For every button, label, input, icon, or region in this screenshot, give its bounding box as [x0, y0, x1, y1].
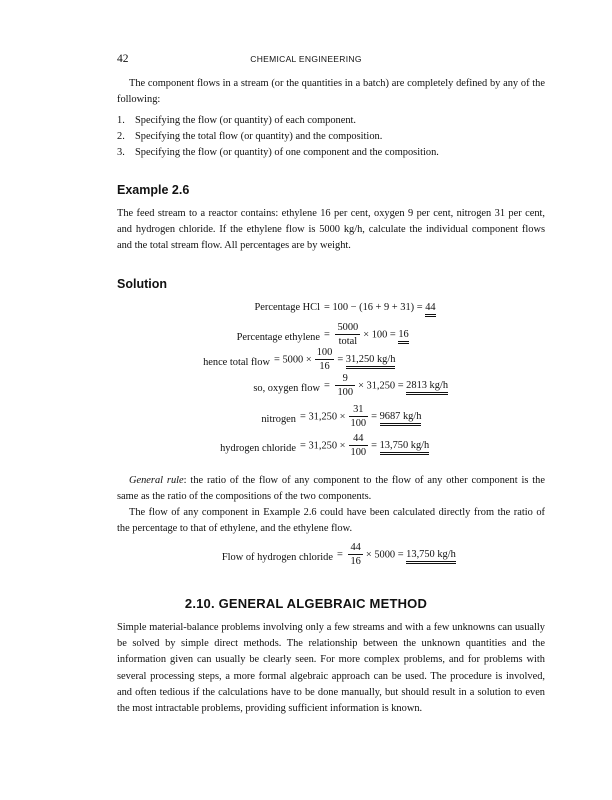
numerator: 44 [349, 433, 369, 446]
fraction [335, 322, 360, 348]
eq-rhs: = $\frac{44}{16}$ × 5000 = 13,750 kg/h [337, 542, 456, 567]
eq-result: 16 [398, 329, 408, 344]
list-number: 1. [117, 115, 125, 126]
eq-lhs: hence total flow [203, 357, 270, 368]
example-heading: Example 2.6 [117, 183, 190, 197]
numerator: 44 [350, 542, 361, 553]
solution-heading: Solution [117, 277, 167, 291]
fraction [348, 542, 362, 568]
list-text: Specifying the flow (or quantity) of each component. [135, 115, 357, 126]
eq-lhs: so, oxygen flow [253, 383, 320, 394]
list-number: 2. [117, 131, 125, 143]
denominator: 100 [337, 387, 354, 398]
list-number: 3. [117, 147, 125, 159]
list-text: Specifying the flow (or quantity) of one component and the composition. [135, 147, 439, 159]
list-item [117, 113, 545, 129]
fraction [349, 433, 369, 459]
intro-paragraph [117, 76, 545, 108]
denominator: 100 [350, 447, 367, 458]
eq-tail: × 5000 [365, 549, 396, 561]
eq-lhs: Percentage ethylene [236, 332, 320, 343]
eq-rhs: = $\frac{5000}{\text{total}}$ × 100 = 16 [324, 322, 409, 347]
eq-tail: × 100 [363, 329, 388, 341]
eq-pre: 5000 × [282, 354, 312, 366]
eq-pre: 31,250 × [308, 411, 346, 423]
denominator: 16 [319, 361, 330, 372]
eq-expr: 100 − (16 + 9 + 31) [332, 302, 415, 313]
eq-result: 31,250 kg/h [346, 354, 396, 369]
eq-result: 13,750 kg/h [380, 440, 430, 455]
fraction [335, 373, 355, 399]
section-text: Simple material-balance problems involving only a few streams and with a few unknowns can usually be solved by simple direct methods. The relationship between the unknown quantities and the information given can usually be clearly seen. For more complex problems, and for problems with several processing steps, a more formal algebraic approach can be used. The procedure is involved, and often tedious if the calculations have to be done manually, but should result in a solution to even the most intractable problems, providing sufficient information is known. [117, 622, 545, 715]
list-item [117, 145, 545, 161]
eq-rhs: = $\frac{9}{100}$ × 31,250 = 2813 kg/h [324, 373, 449, 398]
general-rule-text: : the ratio of the flow of any component to the flow of any other component is the same as the ratio of the compositions of the two components. [117, 475, 545, 503]
section-heading: 2.10. GENERAL ALGEBRAIC METHOD [184, 596, 428, 611]
fraction [349, 404, 369, 430]
denominator: 16 [350, 556, 361, 567]
eq-tail: × 31,250 [358, 380, 396, 392]
eq-lhs: Flow of hydrogen chloride [221, 552, 333, 563]
eq-rhs: = 5000 × $\frac{100}{16}$ = 31,250 kg/h [274, 347, 396, 372]
denominator: total [338, 336, 358, 347]
eq-pre: 31,250 × [308, 440, 346, 452]
eq-lhs: Percentage HCl [254, 302, 320, 313]
list-item [117, 129, 545, 145]
general-rule-label: General rule [129, 475, 184, 486]
numerator: 100 [316, 347, 333, 358]
eq-result: 13,750 kg/h [406, 549, 456, 564]
running-title: CHEMICAL ENGINEERING [250, 54, 362, 64]
eq-result: 9687 kg/h [380, 411, 422, 426]
numerator: 31 [349, 404, 369, 417]
general-rule-paragraph [117, 473, 545, 505]
eq-lhs: hydrogen chloride [220, 443, 296, 454]
eq-lhs: nitrogen [261, 414, 296, 425]
criteria-list [117, 113, 545, 162]
direct-calculation-paragraph: The flow of any component in Example 2.6 could have been calculated directly from the ratio of the percentage to that of ethylene, and the ethylene flow. [117, 507, 545, 535]
eq-rhs: = 31,250 × $\frac{31}{100}$ = 9687 kg/h [300, 404, 422, 429]
example-text: The feed stream to a reactor contains: ethylene 16 per cent, oxygen 9 per cent, nitrogen 31 per cent, and hydrogen chloride. If the ethylene flow is 5000 kg/h, calculate the individual component flows and the total stream flow. All percentages are by weight. [117, 208, 545, 252]
eq-result: 2813 kg/h [406, 380, 448, 395]
fraction [315, 347, 335, 373]
eq-rhs: = 31,250 × $\frac{44}{100}$ = 13,750 kg/h [300, 433, 430, 458]
list-text: Specifying the total flow (or quantity) and the composition. [135, 131, 383, 143]
numerator: 9 [335, 373, 355, 386]
denominator: 100 [350, 418, 367, 429]
page-number: 42 [117, 53, 129, 65]
eq-rhs: = 100 − (16 + 9 + 31) = 44 [324, 302, 436, 313]
numerator: 5000 [337, 322, 359, 333]
intro-text: The component flows in a stream (or the quantities in a batch) are completely defined by any of the following: [117, 78, 545, 106]
eq-result: 44 [425, 302, 435, 317]
